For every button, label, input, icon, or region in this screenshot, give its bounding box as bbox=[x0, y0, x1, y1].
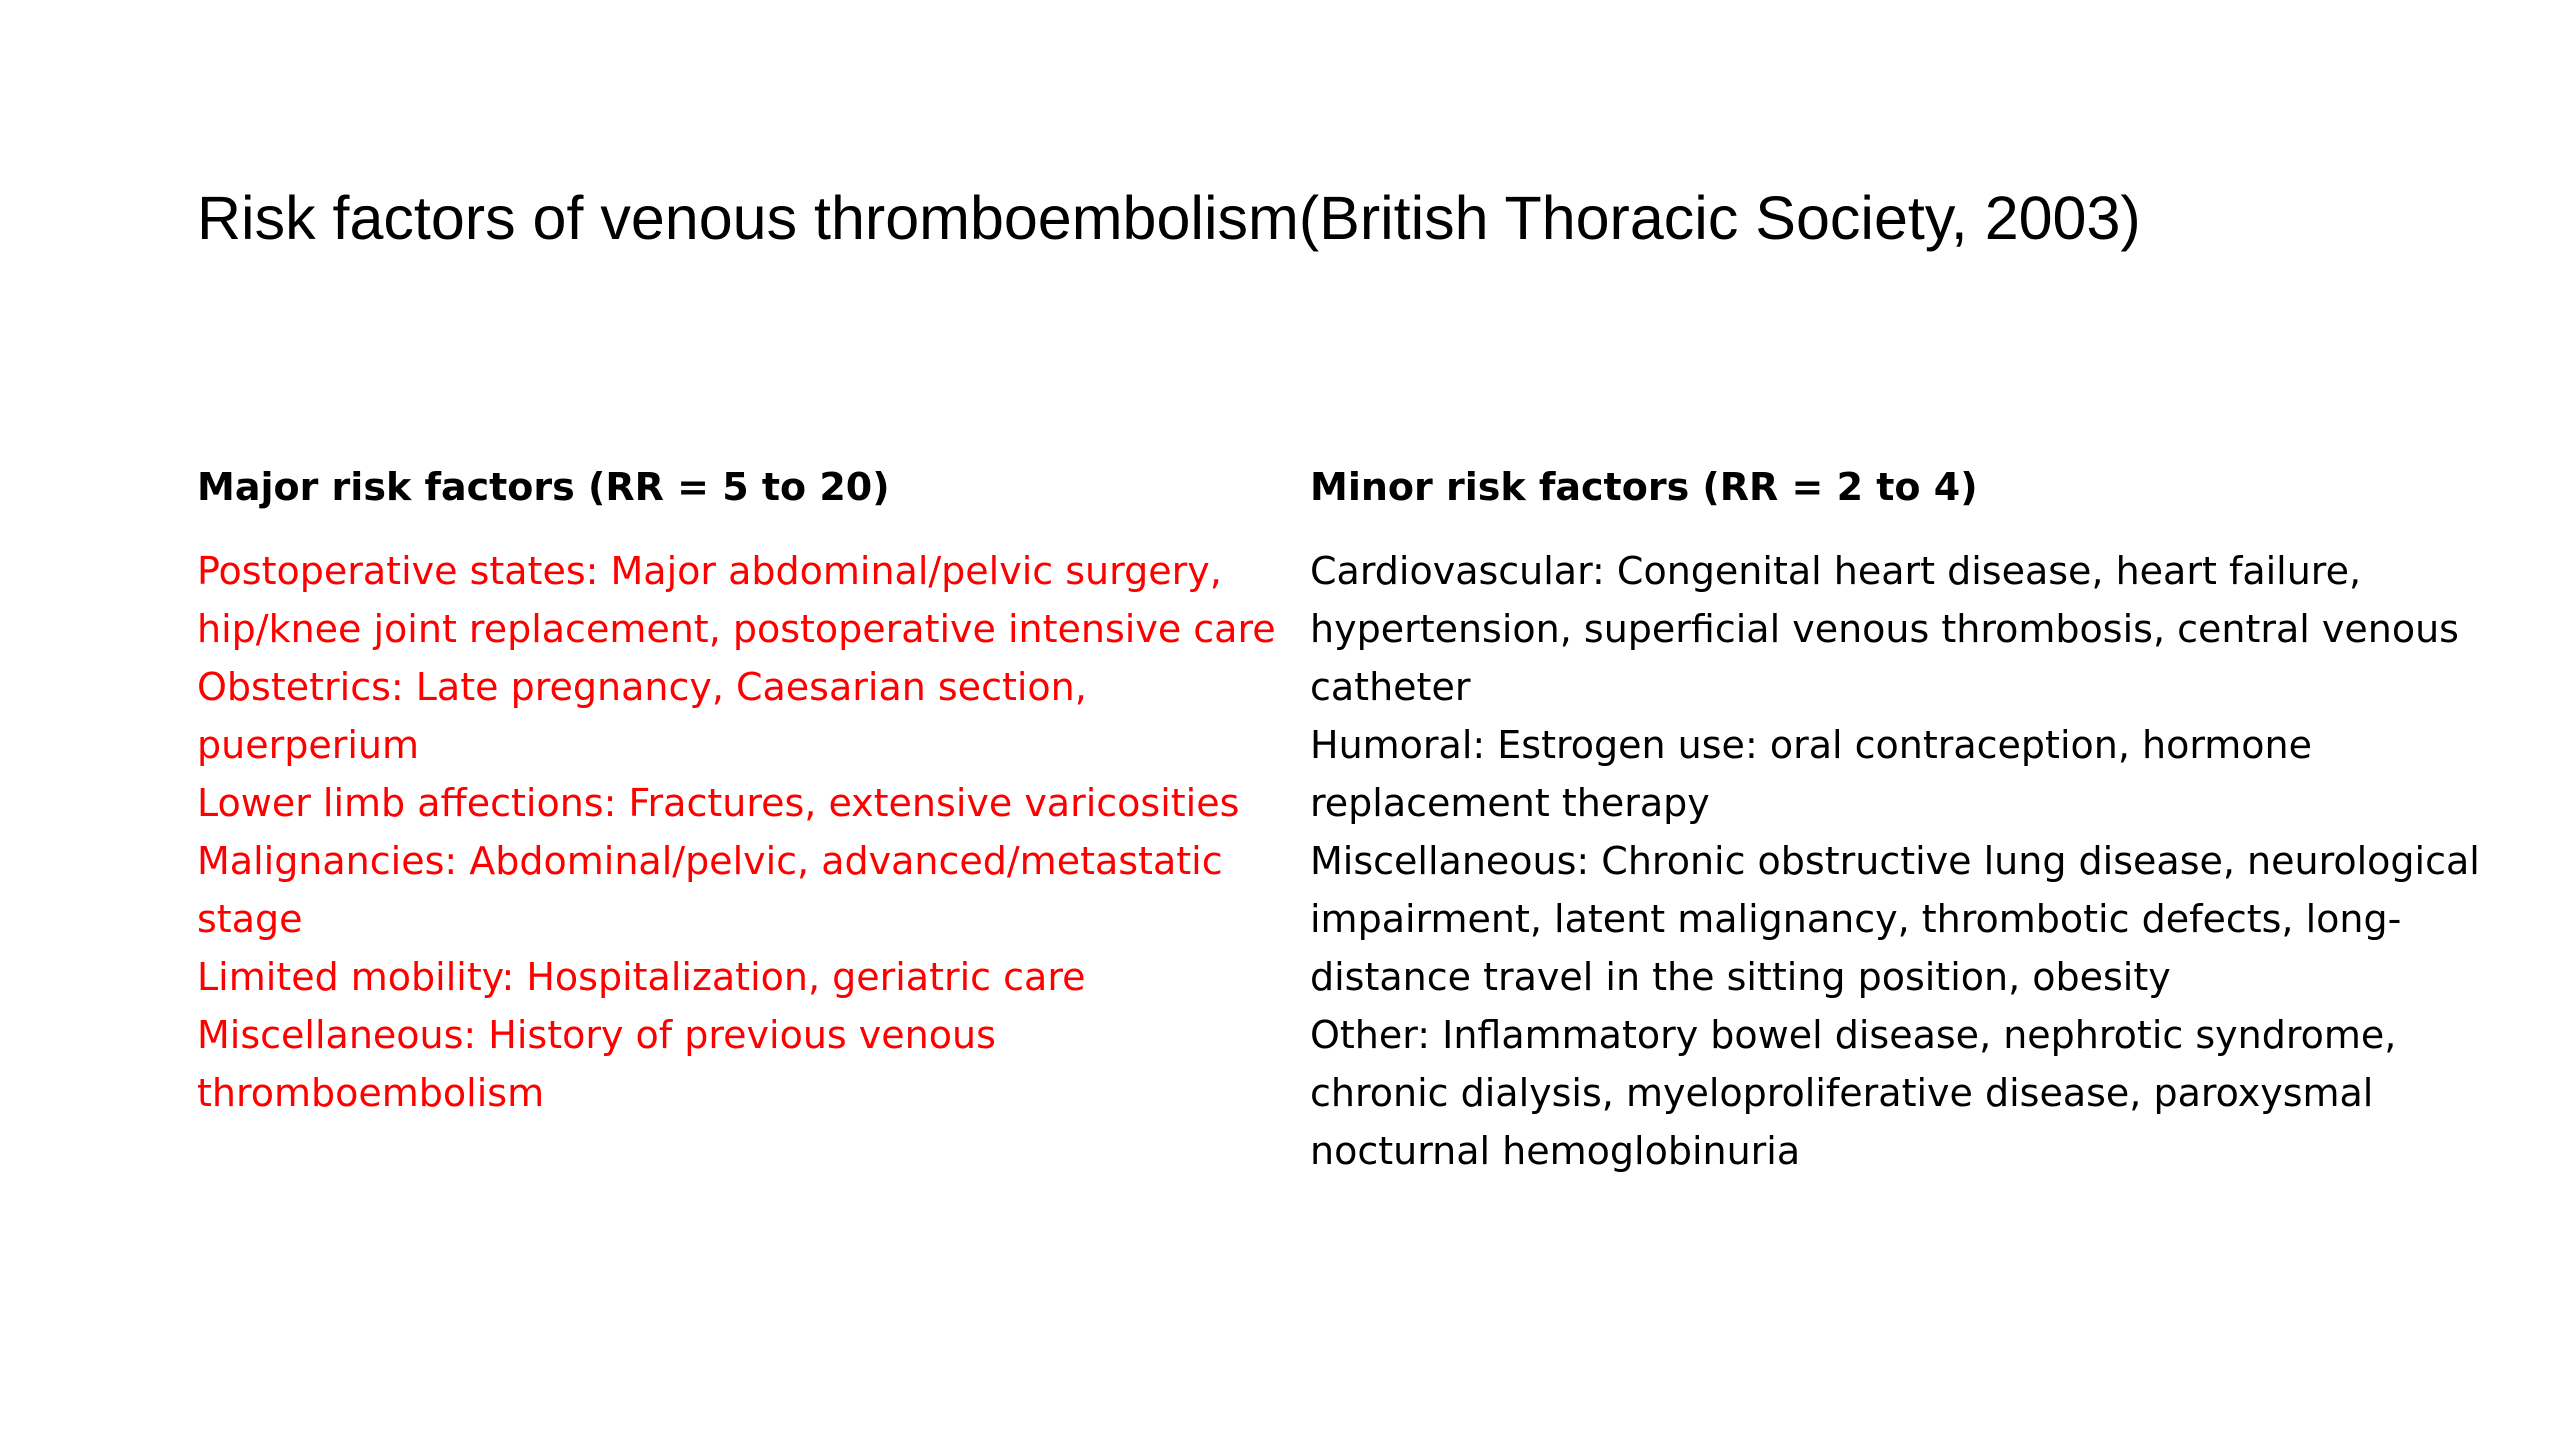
minor-risk-factor-item: Miscellaneous: Chronic obstructive lung disease, neurological impairment, latent malignancy, thrombotic defects, long-distance travel in the sitting position, obesity bbox=[1310, 839, 2480, 999]
slide-title: Risk factors of venous thromboembolism(British Thoracic Society, 2003) bbox=[197, 184, 2141, 252]
major-risk-factor-item: Limited mobility: Hospitalization, geriatric care bbox=[197, 955, 1086, 999]
minor-risk-factor-item: Other: Inflammatory bowel disease, nephrotic syndrome, chronic dialysis, myeloproliferative disease, paroxysmal nocturnal hemoglobinuria bbox=[1310, 1013, 2397, 1173]
major-risk-factors-list bbox=[197, 542, 1277, 1122]
minor-risk-factors-heading: Minor risk factors (RR = 2 to 4) bbox=[1310, 465, 1978, 509]
minor-risk-factors-column bbox=[1310, 458, 2490, 1180]
minor-risk-factor-item: Cardiovascular: Congenital heart disease, heart failure, hypertension, superficial venous thrombosis, central venous catheter bbox=[1310, 549, 2459, 709]
major-risk-factor-item: Lower limb affections: Fractures, extensive varicosities bbox=[197, 781, 1240, 825]
major-risk-factors-heading: Major risk factors (RR = 5 to 20) bbox=[197, 465, 890, 509]
major-risk-factor-item: Miscellaneous: History of previous venous thromboembolism bbox=[197, 1013, 996, 1115]
major-risk-factor-item: Obstetrics: Late pregnancy, Caesarian section, puerperium bbox=[197, 665, 1087, 767]
major-risk-factors-column bbox=[197, 458, 1277, 1122]
minor-risk-factor-item: Humoral: Estrogen use: oral contraception, hormone replacement therapy bbox=[1310, 723, 2313, 825]
major-risk-factor-item: Malignancies: Abdominal/pelvic, advanced/metastatic stage bbox=[197, 839, 1223, 941]
minor-risk-factors-list bbox=[1310, 542, 2490, 1180]
major-risk-factor-item: Postoperative states: Major abdominal/pelvic surgery, hip/knee joint replacement, postoperative intensive care bbox=[197, 549, 1276, 651]
